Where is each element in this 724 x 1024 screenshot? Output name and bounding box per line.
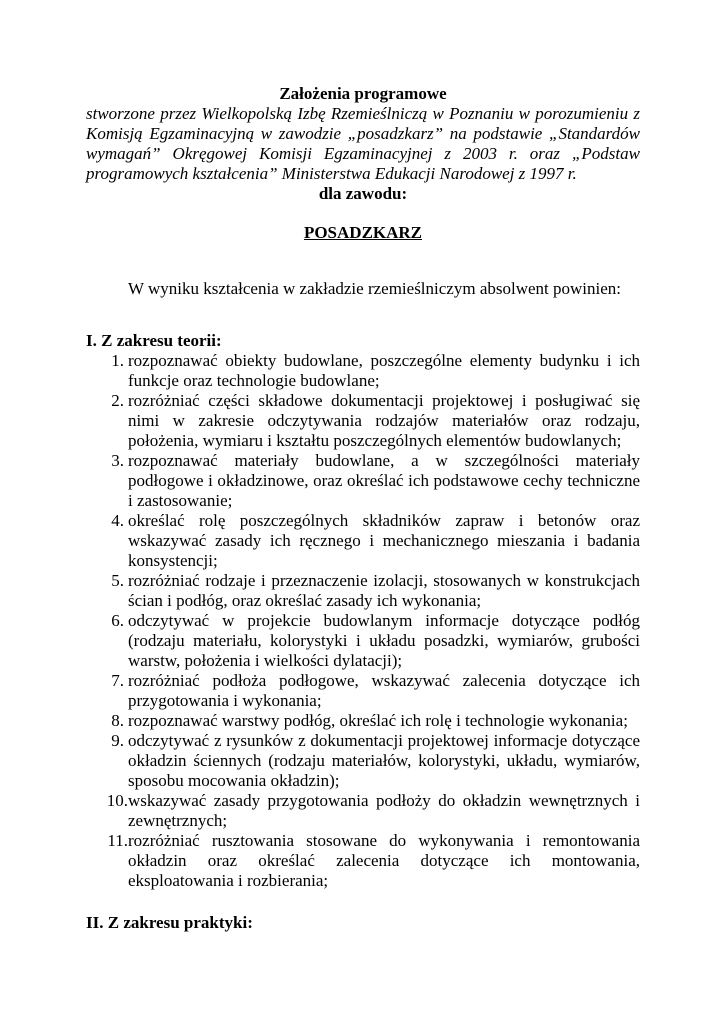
profession-name: POSADZKARZ [303,223,423,242]
item-text: odczytywać w projekcie budowlanym informacje dotyczące podłóg (rodzaju materiału, kolorystyki i układu posadzki, wymiarów, grubości warstw, położenia i wielkości dylatacji); [128,611,640,670]
list-item [86,611,640,671]
item-text: rozróżniać rusztowania stosowane do wykonywania i remontowania okładzin oraz określać zalecenia dotyczące ich montowania, eksploatowania i rozbierania; [128,831,640,890]
list-item [86,351,640,391]
list-item [86,791,640,831]
item-text: rozróżniać podłoża podłogowe, wskazywać zalecenia dotyczące ich przygotowania i wykonania; [128,671,640,710]
list-item [86,451,640,511]
item-number: 8. [111,711,124,730]
item-number: 9. [111,731,124,750]
list-item [86,571,640,611]
item-number: 6. [111,611,124,630]
document-page [86,84,640,933]
item-number: 10. [106,791,128,810]
item-text: odczytywać z rysunków z dokumentacji projektowej informacje dotyczące okładzin ściennych (rodzaju materiałów, kolorystyki, układu, wymiarów, sposobu mocowania okładzin); [128,731,640,790]
for-profession-label: dla zawodu: [318,184,408,203]
item-number: 2. [111,391,124,410]
item-number: 7. [111,671,124,690]
list-item [86,831,640,891]
item-text: rozpoznawać obiekty budowlane, poszczególne elementy budynku i ich funkcje oraz technologie budowlane; [128,351,640,390]
item-number: 1. [111,351,124,370]
item-text: rozróżniać rodzaje i przeznaczenie izolacji, stosowanych w konstrukcjach ścian i podłóg, oraz określać zasady ich wykonania; [128,571,640,610]
item-text: określać rolę poszczególnych składników zapraw i betonów oraz wskazywać zasady ich ręcznego i mechanicznego mieszania i badania konsystencji; [128,511,640,570]
list-item [86,711,640,731]
item-number: 3. [111,451,124,470]
theory-list [86,351,640,891]
document-subtitle: stworzone przez Wielkopolską Izbę Rzemieślniczą w Poznaniu w porozumieniu z Komisją Egzaminacyjną w zawodzie „posadzkarz” na podstawie „Standardów wymagań” Okręgowej Komisji Egzaminacyjnej z 2003 r. oraz „Podstaw programowych kształcenia” Ministerstwa Edukacji Narodowej z 1997 r. [86,104,640,183]
section-practice-heading: II. Z zakresu praktyki: [86,913,253,932]
item-number: 11. [107,831,128,850]
list-item [86,391,640,451]
item-text: rozróżniać części składowe dokumentacji projektowej i posługiwać się nimi w zakresie odczytywania rodzajów materiałów oraz rodzaju, położenia, wymiaru i kształtu poszczególnych elementów budowlanych; [128,391,640,450]
item-number: 5. [111,571,124,590]
item-number: 4. [111,511,124,530]
section-theory-heading: I. Z zakresu teorii: [86,331,222,350]
intro-paragraph: W wyniku kształcenia w zakładzie rzemieślniczym absolwent powinien: [128,279,621,298]
document-title: Założenia programowe [279,84,447,103]
item-text: wskazywać zasady przygotowania podłoży do okładzin wewnętrznych i zewnętrznych; [128,791,640,830]
item-text: rozpoznawać materiały budowlane, a w szczególności materiały podłogowe i okładzinowe, oraz określać ich podstawowe cechy techniczne i zastosowanie; [128,451,640,510]
item-text: rozpoznawać warstwy podłóg, określać ich rolę i technologie wykonania; [128,711,628,730]
list-item [86,671,640,711]
list-item [86,511,640,571]
list-item [86,731,640,791]
